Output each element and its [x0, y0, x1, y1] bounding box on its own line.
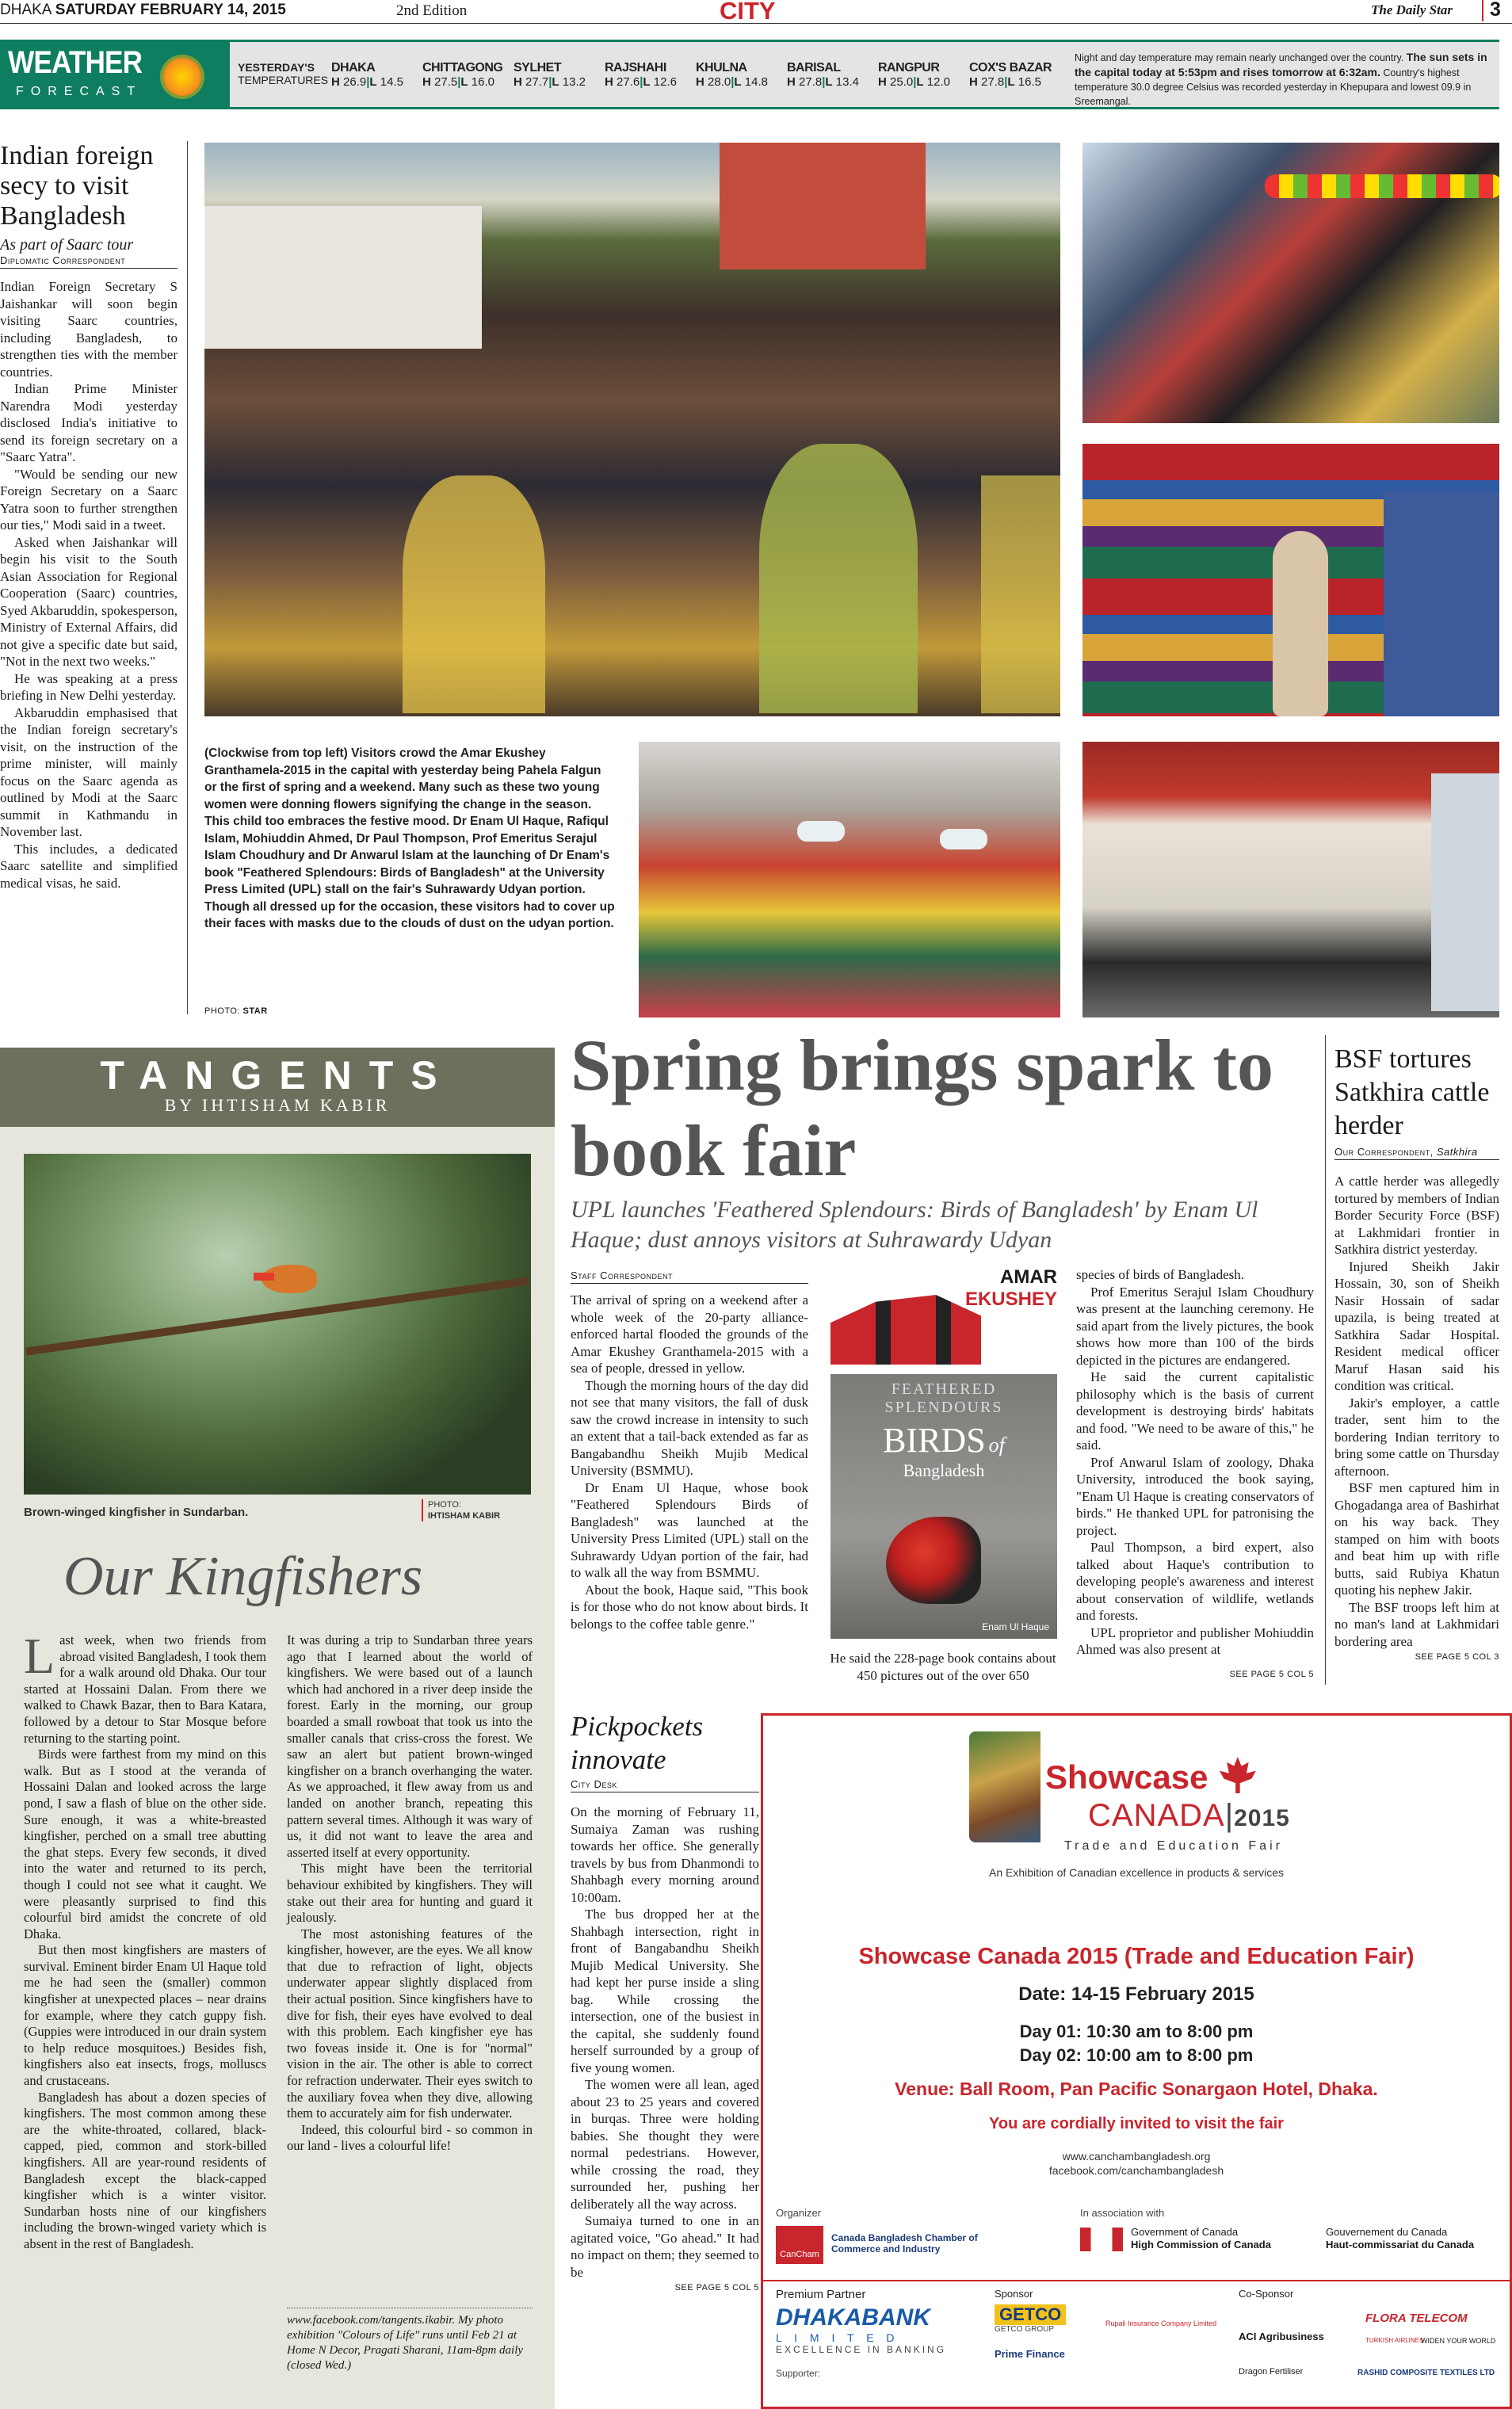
pick-byline: City Desk [571, 1778, 759, 1792]
photo-credit [204, 1006, 268, 1016]
weather-city-name: COX'S BAZAR [969, 61, 1052, 74]
india-body [0, 278, 178, 891]
spring-para: Paul Thompson, a bird expert, also talked about Haque's contribution to developing people's awareness and interest about conservation of wildlife, wetlands and forests. [1076, 1540, 1314, 1623]
book-line-4: of [988, 1434, 1005, 1456]
book-author: Enam Ul Haque [982, 1621, 1049, 1632]
ad-sponsor [995, 2288, 1232, 2360]
ad-cosponsor [1239, 2288, 1508, 2377]
weather-note-1: Night and day temperature may remain nearly unchanged over the country. [1075, 52, 1404, 63]
ad-tagline-2: An Exhibition of Canadian excellence in products & services [989, 1866, 1284, 1879]
ad-assoc-label: In association with [1080, 2207, 1165, 2219]
ekushey-word-2: EKUSHEY [964, 1288, 1057, 1310]
spring-para: UPL proprietor and publisher Mohiuddin Ahmed was also present at [1076, 1624, 1314, 1657]
aci-logo: ACI Agribusiness [1239, 2331, 1324, 2342]
ekushey-word-1: AMAR [1000, 1266, 1057, 1288]
drop-cap: L [24, 1628, 55, 1684]
bsf-para: BSF men captured him in Ghogadanga area of Bashirhat on his way back. They stamped on him with boots and beat him up with rifle butts, said Rubiya Khatun quoting his nephew Jakir. [1334, 1480, 1499, 1598]
weather-city-temps: H 27.8|L 13.4 [787, 75, 859, 89]
weather-city-temps: H 27.5|L 16.0 [422, 75, 494, 89]
pick-body [571, 1804, 759, 2281]
showcase-canada-ad [761, 1713, 1512, 2409]
bsf-para: Injured Sheikh Jakir Hossain, 30, son of Sheikh Nasir Hossain of sadar upazila, is being treated at Satkhira Sadar Hospital. Resident medical officer Maruf Hasan said his condition was critical. [1334, 1258, 1499, 1393]
ad-premium [776, 2288, 990, 2379]
spring-para: Prof Emeritus Serajul Islam Choudhury was present at the launching ceremony. He said apart from the lively pictures, the book shows how more than 100 of the birds depicted in the pictures are endangered. [1076, 1284, 1314, 1368]
photo-credit-name: STAR [242, 1006, 268, 1016]
spring-byline: Staff Correspondent [571, 1269, 808, 1284]
book-bird [886, 1517, 981, 1604]
india-story [0, 141, 178, 891]
dateline-date: SATURDAY FEBRUARY 14, 2015 [55, 2, 286, 18]
dhaka-bank-tag: EXCELLENCE IN BANKING [776, 2344, 947, 2355]
spring-para: The arrival of spring on a weekend after a whole week of the 20-party alliance-enforced hartal flooded the grounds of the Amar Ekushey Granthamela-2015 with a sea of people, dressed in yellow. [571, 1292, 808, 1376]
photo-masked-visitors [639, 742, 1060, 1017]
book-line-1: FEATHERED [891, 1380, 997, 1398]
sun-icon [163, 58, 201, 96]
pick-para: The women were all lean, aged about 23 to 25 years and covered in burqas. Three were holding babies. She thought they were normal pedestrians. However, while crossing the road, they surrounded her, pushing her deliberately all the way across. [571, 2077, 759, 2212]
ad-assoc-2b: Haut-commissariat du Canada [1326, 2239, 1475, 2251]
bsf-para: The BSF troops left him at no man's land at Lakhmidari bordering area [1334, 1599, 1499, 1649]
ad-title: Showcase Canada 2015 (Trade and Education Fair) [858, 1944, 1415, 1969]
bsf-headline: BSF tortures Satkhira cattle herder [1334, 1044, 1490, 1140]
dhaka-bank-limited: L I M I T E D [776, 2331, 899, 2344]
weather-city [422, 61, 511, 89]
ad-assoc-1b: High Commission of Canada [1131, 2239, 1271, 2251]
india-headline: Indian foreign secy to visit Bangladesh [0, 141, 154, 231]
ad-brand-line2: CANADA|2015 [1088, 1798, 1290, 1833]
ad-invite: You are cordially invited to visit the fair [989, 2115, 1284, 2132]
weather-city [969, 61, 1058, 89]
photo-book-launch [1082, 742, 1499, 1017]
ad-brand-showcase: Showcase [1045, 1758, 1208, 1796]
kingfisher-credit [422, 1499, 500, 1521]
ad-association [1080, 2207, 1508, 2251]
india-para: This includes, a dedicated Saarc satellite and simplified medical visas, he said. [0, 841, 178, 891]
weather-city-name: CHITTAGONG [422, 61, 503, 74]
india-byline: Diplomatic Correspondent [0, 254, 178, 269]
tangents-headline: Our Kingfishers [63, 1546, 423, 1607]
book-line-2: SPLENDOURS [884, 1399, 1003, 1416]
ad-year: 2015 [1234, 1805, 1290, 1831]
india-para: Indian Prime Minister Narendra Modi yesterday disclosed India's initiative to send its foreign secretary on a "Saarc Yatra". [0, 381, 178, 464]
weather-city-temps: H 27.6|L 12.6 [605, 75, 677, 89]
kingfisher-credit-name: IHTISHAM KABIR [428, 1511, 501, 1521]
bsf-see-page: SEE PAGE 5 COL 3 [1415, 1652, 1499, 1662]
pick-para: Sumaiya turned to one in an agitated voice, "Go ahead." It had no impact on them; they seemed to be [571, 2213, 759, 2280]
photo-credit-label: PHOTO: [204, 1006, 240, 1016]
tangents-para: It was during a trip to Sundarban three years ago that I learned about the world of kingfishers. We were based out of a launch which had anchored in a river deep inside the forest. Early in the morning, our group boarded a small rowboat that took us into the smaller canals that criss-cross the forest. We saw an alert but patient brown-winged kingfisher on a branch overhanging the water. As we approached, it flew away from us and landed on another branch, repeating this pattern several times. Although it was wary of us, it did not want to leave the area and asserted itself at every opportunity. [287, 1632, 533, 1860]
prime-finance-logo: Prime Finance [995, 2348, 1065, 2360]
paper-name: The Daily Star [1371, 2, 1453, 17]
pick-see-page: SEE PAGE 5 COL 5 [674, 2283, 759, 2293]
bsf-para: A cattle herder was allegedly tortured by members of Indian Border Security Force (BSF) at Lakhmidari frontier in Satkhira district yesterday. [1334, 1174, 1499, 1257]
weather-note [1075, 50, 1491, 109]
flora-logo: FLORA TELECOM [1365, 2312, 1468, 2325]
bsf-byline-place: Satkhira [1436, 1146, 1478, 1158]
ad-day-2: Day 02: 10:00 am to 8:00 pm [1019, 2045, 1254, 2065]
turkish-logo: TURKISH AIRLINES [1365, 2337, 1424, 2344]
ad-date: Date: 14-15 February 2015 [1018, 1983, 1254, 2005]
ad-supporter-label: Supporter: [776, 2368, 821, 2379]
ad-website[interactable]: www.canchambangladesh.org [1062, 2150, 1211, 2163]
india-para: Indian Foreign Secretary S Jaishankar will soon begin visiting Saarc countries, including Bangladesh, to strengthen ties with the member countries. [0, 279, 178, 380]
ad-day-1: Day 01: 10:30 am to 8:00 pm [1019, 2021, 1254, 2041]
weather-city-temps: H 27.8|L 16.5 [969, 75, 1041, 89]
weather-city [605, 61, 693, 89]
weather-title: WEATHER [8, 45, 143, 80]
weather-city-name: BARISAL [787, 61, 841, 74]
pick-para: The bus dropped her at the Shahbagh intersection, right in front of Bangabandhu Sheikh Mujib Medical University. She had kept her purse inside a sling bag. While crossing the intersection, one of the busiest in the capital, she suddenly found herself surrounded by a group of five young women. [571, 1907, 759, 2075]
ad-brand [1045, 1757, 1256, 1796]
section-name: CITY [720, 0, 776, 25]
tangents-para: Indeed, this colourful bird - so common in our land - lives a colourful life! [287, 2121, 533, 2154]
page-number: 3 [1482, 0, 1501, 21]
india-para: Asked when Jaishankar will begin his visit to the South Asian Association for Regional Cooperation (Saarc) countries, Syed Akbaruddin, spokesperson, Ministry of External Affairs, did not give a specific date but said, "Not in the next two weeks." [0, 534, 178, 669]
pick-headline: Pickpockets innovate [571, 1711, 704, 1775]
weather-city-temps: H 26.9|L 14.5 [331, 75, 403, 89]
yesterday-label [238, 61, 328, 86]
spring-para: species of birds of Bangladesh. [1076, 1267, 1244, 1282]
spring-headline: Spring brings spark to book fair [571, 1025, 1274, 1191]
spring-see-page: SEE PAGE 5 COL 5 [1229, 1670, 1314, 1679]
pick-para: On the morning of February 11, Sumaiya Zaman was rushing towards her office. She generally travels by bus from Dhanmondi to Shahbagh every morning around 10:00am. [571, 1804, 759, 1905]
tangents-para: This might have been the territorial behaviour exhibited by kingfishers. They will stake out their area for hunting and guard it jealously. [287, 1861, 533, 1926]
kingfisher-caption: Brown-winged kingfisher in Sundarban. [24, 1506, 249, 1519]
bsf-story [1334, 1043, 1499, 1662]
spring-col-1 [571, 1292, 808, 1632]
weather-city-temps: H 28.0|L 14.8 [696, 75, 768, 89]
yesterday-label-2: TEMPERATURES [238, 74, 329, 86]
weather-note-2: The sun sets in the capital today at 5:53pm and rises tomorrow at 6:32am. [1075, 51, 1487, 78]
india-kicker: As part of Saarc tour [0, 236, 134, 254]
weather-cities [331, 61, 1060, 96]
ad-tagline: Trade and Education Fair [1064, 1839, 1283, 1853]
photo-book-fair-crowd [204, 143, 1060, 716]
ad-assoc-1: Government of Canada [1131, 2226, 1239, 2238]
ad-venue: Venue: Ball Room, Pan Pacific Sonargaon Hotel, Dhaka. [895, 2079, 1378, 2099]
spring-para: He said the current capitalistic philosophy which is the basis of current development is destroying birds' habitats and food. "We need to be aware of this," he said. [1076, 1369, 1314, 1453]
weather-city [514, 61, 602, 89]
photo-women-flowers [1082, 143, 1499, 423]
weather-city-name: SYLHET [514, 61, 562, 74]
weather-city-temps: H 25.0|L 12.0 [878, 75, 950, 89]
getco-logo: GETCO [995, 2304, 1066, 2325]
masthead [0, 0, 1512, 24]
weather-city [696, 61, 785, 89]
tangents-box [0, 1048, 555, 2409]
spring-para: About the book, Haque said, "This book is for those who do not know about birds. It belongs to the coffee table genre." [571, 1582, 808, 1632]
weather-city-name: RANGPUR [878, 61, 940, 74]
column-rule [187, 141, 188, 1014]
cancham-logo [776, 2226, 823, 2264]
tangents-para: Last week, when two friends from abroad visited Bangladesh, I took them for a walk around old Dhaka. Our tour started at Hossaini Dalan. From there we walked to Chawk Bazar, then to Bara Katara, followed by a detour to Star Mosque before returning to the starting point. [24, 1628, 266, 1746]
spring-col-2 [1076, 1266, 1314, 1659]
canada-flag-icon [1080, 2228, 1123, 2251]
bsf-byline-name: Our Correspondent, [1334, 1146, 1434, 1158]
tangents-col-2 [287, 1632, 533, 2155]
ad-facebook[interactable]: facebook.com/canchambangladesh [1048, 2164, 1224, 2177]
weather-city-name: KHULNA [696, 61, 747, 74]
ad-assoc-2: Gouvernement du Canada [1326, 2226, 1448, 2238]
weather-city-name: DHAKA [331, 61, 376, 74]
tangents-para: But then most kingfishers are masters of survival. Eminent birder Enam Ul Haque told me he had seen the (smaller) common kingfisher at unexpected places – near drains for example, where they catch guppy fish. (Guppies were introduced in our drain system to help reduce mosquitoes.) Besides fish, kingfishers also eat insects, frogs, molluscs and crustaceans. [24, 1942, 266, 2089]
ad-organizer-name: Canada Bangladesh Chamber of Commerce and Industry [831, 2232, 978, 2254]
spring-deck: UPL launches 'Feathered Splendours: Birds of Bangladesh' by Enam Ul Haque; dust annoys visitors at Suhrawardy Udyan [571, 1197, 1258, 1253]
kingfisher-credit-label: PHOTO: [428, 1500, 461, 1510]
spring-para: Though the morning hours of the day did not see that many visitors, the fall of dusk saw the crowd increase in intensity to such an extent that a tail-back extended as far as Bangabandhu Sheikh Mujib Medical University (BSMMU). [571, 1377, 808, 1478]
book-line-5: Bangladesh [903, 1460, 985, 1480]
tangents-para: The most astonishing features of the kingfisher, however, are the eyes. We all know that due to refraction of light, objects underwater appear slightly displaced from their actual position. Since kingfishers have to dive for fish, their eyes have evolved to deal with this problem. Each kingfisher eye has two foveas inside it. One is for "normal" vision in the air. The other is able to correct for refraction underwater. Their eyes switch to the auxiliary fovea when they dive, allowing them to accurately aim for fish underwater. [287, 1926, 533, 2121]
dhaka-bank-logo: DHAKABANK [776, 2304, 930, 2331]
ad-organizer [776, 2207, 982, 2259]
india-para: Akbaruddin emphasised that the Indian foreign secretary's visit, on the instruction of the prime minister, will mainly focus on the Saarc agenda as outlined by Modi at the Saarc summit in Kathmandu in November last. [0, 704, 178, 839]
tangents-para: Bangladesh has about a dozen species of kingfishers. The most common among these are the white-throated, collared, black-capped, pied, common and stork-billed kingfishers. All are year-round residents of Bangladesh except the black-capped kingfisher which is a winter visitor. Sundarban hosts nine of our kingfishers including the brown-winged variety which is absent in the rest of Bangladesh. [24, 2089, 266, 2251]
book-title-line [830, 1420, 1057, 1460]
ad-organizer-label: Organizer [776, 2207, 822, 2219]
bsf-body [1334, 1173, 1499, 1650]
weather-city-temps: H 27.7|L 13.2 [514, 75, 586, 89]
ad-cosponsor-label: Co-Sponsor [1239, 2288, 1294, 2300]
maple-leaf-icon [1220, 1757, 1256, 1793]
photo-kingfisher [24, 1154, 531, 1495]
weather-bar [0, 40, 1499, 109]
amar-ekushey-logo [830, 1266, 1057, 1366]
spring-midtext: He said the 228-page book contains about 450 pictures out of the over 650 [830, 1651, 1056, 1683]
tangents-header [0, 1048, 555, 1127]
weather-title-block [0, 42, 230, 107]
pick-story [571, 1710, 759, 2293]
tangents-author: BY IHTISHAM KABIR [164, 1095, 391, 1115]
book-line-3: BIRDS [883, 1421, 986, 1460]
weather-city-name: RAJSHAHI [605, 61, 666, 74]
weather-subtitle: FORECAST [16, 85, 143, 98]
rupali-logo: Rupali Insurance Company Limited [1105, 2319, 1217, 2327]
ad-sponsor-label: Sponsor [995, 2288, 1033, 2300]
bsf-para: Jakir's employer, a cattle trader, sent him to the bordering Indian territory to bring some cattle on Thursday afternoon. [1334, 1395, 1499, 1479]
tangents-col-1 [24, 1628, 266, 2253]
ad-collage [969, 1731, 1040, 1842]
weather-note-3: Country's highest temperature 30.0 degree Celsius was recorded yesterday in Khepupara and lowest 09.9 in Sreemangal. [1075, 67, 1472, 107]
yesterday-label-1: YESTERDAY'S [238, 61, 315, 74]
ad-premium-label: Premium Partner [776, 2288, 866, 2301]
spring-para: Dr Enam Ul Haque, whose book "Feathered Splendours Birds of Bangladesh" was launched at the University Press Limited (UPL) stall on the Suhrawardy Udyan portion of the fair, had to walk all the way from BSMMU. [571, 1479, 808, 1580]
dateline [0, 2, 286, 19]
column-rule-2 [1325, 1035, 1326, 1685]
india-para: He was speaking at a press briefing in New Delhi yesterday. [0, 670, 178, 703]
weather-city [331, 61, 420, 89]
photo-child-books [1082, 444, 1499, 716]
weather-city [787, 61, 876, 89]
cancham-label: CanCham [780, 2250, 819, 2259]
turkish-tag: WIDEN YOUR WORLD [1421, 2337, 1496, 2345]
photo-caption: (Clockwise from top left) Visitors crowd the Amar Ekushey Granthamela-2015 in the capital with yesterday being Pahela Falgun or the first of spring and a weekend. Many such as these two young women were donning flowers signifying the change in the season. This child too embraces the festive mood. Dr Enam Ul Haque, Rafiqul Islam, Mohiuddin Ahmed, Dr Paul Thompson, Prof Emeritus Serajul Islam Choudhury and Dr Anwarul Islam at the launching of Dr Enam's book "Feathered Splendours: Birds of Bangladesh" at the University Press Limited (UPL) stall on the fair's Suhrawardy Udyan portion. Though all dressed up for the occasion, these visitors had to cover up their faces with masks due to the clouds of dust on the udyan portion. [204, 746, 615, 930]
tangents-para: Birds were farthest from my mind on this walk. But as I stood at the veranda of Hossaini Dalan and looked across the large pond, I saw a flash of blue on the other side. Sure enough, it was a white-breasted kingfisher, perched on a small tree abutting the ghat steps. Every few seconds, it dived into the water and returned to its perch, though I could not see what it caught. We were pleasantly surprised to find this colourful bird amidst the concrete of old Dhaka. [24, 1747, 266, 1941]
bsf-byline [1334, 1146, 1499, 1160]
weather-city [878, 61, 967, 89]
dateline-city: DHAKA [0, 2, 52, 18]
getco-group: GETCO GROUP [995, 2325, 1055, 2334]
rashid-logo: RASHID COMPOSITE TEXTILES LTD [1357, 2369, 1495, 2377]
dragon-logo: Dragon Fertiliser [1239, 2367, 1304, 2377]
tangents-title: TANGENTS [100, 1053, 455, 1098]
edition: 2nd Edition [396, 2, 468, 19]
ad-brand-canada: CANADA [1088, 1798, 1225, 1833]
tangents-footer: www.facebook.com/tangents.ikabir. My photo exhibition "Colours of Life" runs until Feb 21 at Home N Decor, Pragati Sharani, 11am-8pm daily (closed Wed.) [287, 2308, 533, 2373]
book-cover [830, 1374, 1057, 1639]
spring-para: Prof Anwarul Islam of zoology, Dhaka University, introduced the book saying, "Enam Ul Haque is creating conservators of birds." He thanked UPL for patronising the project. [1076, 1454, 1314, 1538]
india-para: "Would be sending our new Foreign Secretary on a Saarc Yatra soon to further strengthen our ties," Modi said in a tweet. [0, 466, 178, 533]
